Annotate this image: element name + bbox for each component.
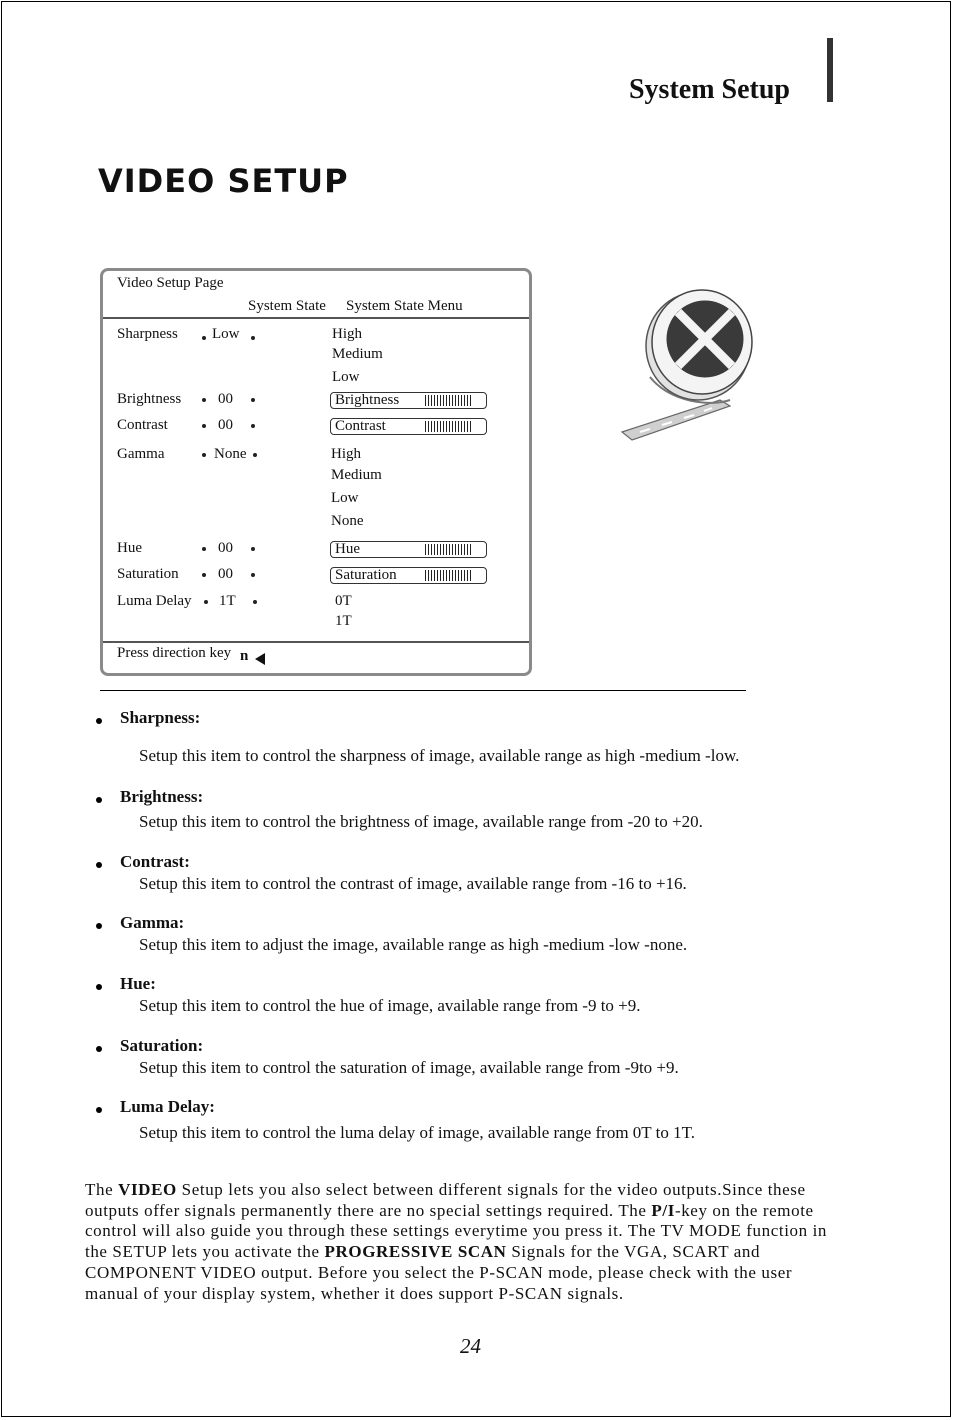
osd-row-brightness-value: 00: [218, 391, 233, 407]
osd-row-brightness-label: Brightness: [117, 391, 182, 407]
item-label: Hue:: [120, 974, 156, 993]
item-description: Setup this item to control the luma delay of image, available range from 0T to 1T.: [139, 1123, 695, 1142]
film-reel-icon: [610, 282, 760, 452]
bullet-icon: [96, 718, 102, 724]
page-number: 24: [460, 1334, 481, 1358]
osd-menu-option: 1T: [335, 613, 352, 629]
osd-arrow-right: [251, 398, 255, 402]
osd-row-contrast-value: 00: [218, 417, 233, 433]
osd-brightness-bar: [330, 392, 487, 409]
osd-row-luma-label: Luma Delay: [117, 593, 192, 609]
osd-arrow-left: [202, 573, 206, 577]
osd-menu-option: Medium: [331, 467, 382, 483]
osd-row-hue-value: 00: [218, 540, 233, 556]
main-title: VIDEO SETUP: [98, 162, 349, 200]
osd-row-contrast-label: Contrast: [117, 417, 168, 433]
osd-contrast-bar: [330, 418, 487, 435]
osd-hue-bar: [330, 541, 487, 558]
osd-arrow-right: [253, 453, 257, 457]
item-label: Brightness:: [120, 787, 204, 806]
osd-bar-label: Contrast: [335, 418, 386, 434]
body-paragraph: [85, 1180, 845, 1304]
section-divider: [100, 690, 746, 691]
osd-row-gamma-label: Gamma: [117, 446, 165, 462]
osd-bar-ticks: [425, 395, 471, 406]
osd-arrow-left: [202, 398, 206, 402]
osd-row-saturation-value: 00: [218, 566, 233, 582]
osd-page-title: Video Setup Page: [117, 275, 224, 291]
bullet-icon: [96, 862, 102, 868]
osd-footer-text: Press direction key: [117, 645, 232, 661]
osd-arrow-left: [204, 600, 208, 604]
bullet-icon: [96, 923, 102, 929]
osd-menu-option: High: [332, 326, 362, 342]
bullet-icon: [96, 1046, 102, 1052]
osd-arrow-right: [253, 600, 257, 604]
title-bar: [827, 38, 833, 102]
osd-bar-label: Brightness: [335, 392, 400, 408]
osd-arrow-right: [251, 573, 255, 577]
osd-arrow-right: [251, 336, 255, 340]
osd-footer-rule: [103, 641, 529, 643]
item-description: Setup this item to control the hue of image, available range from -9 to +9.: [139, 996, 641, 1015]
osd-row-hue-label: Hue: [117, 540, 142, 556]
osd-arrow-left: [202, 547, 206, 551]
item-label: Luma Delay:: [120, 1097, 215, 1116]
item-label: Gamma:: [120, 913, 185, 932]
item-description: Setup this item to control the sharpness of image, available range as high -medium -low.: [139, 746, 740, 765]
para-bold: P/I: [651, 1200, 675, 1220]
osd-row-luma-value: 1T: [219, 593, 236, 609]
osd-arrow-left: [202, 336, 206, 340]
osd-col-state: System State: [248, 298, 326, 314]
osd-arrow-left: [202, 453, 206, 457]
item-description: Setup this item to control the brightness of image, available range from -20 to +20.: [139, 812, 703, 831]
bullet-icon: [96, 1107, 102, 1113]
osd-arrow-left: [202, 424, 206, 428]
osd-menu-option: High: [331, 446, 361, 462]
left-arrow-icon: [255, 653, 265, 665]
para-bold: PROGRESSIVE SCAN: [324, 1242, 507, 1262]
bullet-icon: [96, 984, 102, 990]
para-text: Setup lets you also select between different signals for the video outputs.Since these outputs offer signals permanently there are no special settings required. The: [85, 1180, 806, 1220]
osd-header-rule: [103, 317, 529, 319]
osd-menu-option: Medium: [332, 346, 383, 362]
item-description: Setup this item to control the contrast of image, available range from -16 to +16.: [139, 874, 687, 893]
bullet-icon: [96, 797, 102, 803]
osd-arrow-right: [251, 547, 255, 551]
osd-bar-ticks: [425, 544, 471, 555]
osd-bar-label: Saturation: [335, 567, 397, 583]
osd-bar-ticks: [425, 421, 471, 432]
item-label: Contrast:: [120, 852, 190, 871]
osd-menu-option: Low: [332, 369, 360, 385]
osd-saturation-bar: [330, 567, 487, 584]
osd-menu-option: 0T: [335, 593, 352, 609]
para-bold: VIDEO: [118, 1180, 177, 1199]
osd-bar-ticks: [425, 570, 471, 581]
osd-menu-option: Low: [331, 490, 359, 506]
item-description: Setup this item to adjust the image, available range as high -medium -low -none.: [139, 935, 688, 954]
item-label: Sharpness:: [120, 708, 201, 727]
osd-row-saturation-label: Saturation: [117, 566, 179, 582]
osd-col-menu: System State Menu: [346, 298, 463, 314]
osd-footer-glyph: n: [240, 648, 249, 664]
item-description: Setup this item to control the saturation of image, available range from -9to +9.: [139, 1058, 679, 1077]
osd-row-sharpness-value: Low: [212, 326, 240, 342]
video-setup-osd: [100, 268, 532, 676]
para-text: -key on the remote control will also guide you through these settings everytime you press it. The TV MODE function in the SETUP lets you activate the: [85, 1200, 828, 1262]
osd-arrow-right: [251, 424, 255, 428]
para-text: The: [85, 1180, 119, 1199]
osd-menu-option: None: [331, 513, 364, 529]
osd-row-gamma-value: None: [214, 446, 247, 462]
item-label: Saturation:: [120, 1036, 204, 1055]
section-title: System Setup: [628, 74, 790, 105]
osd-bar-label: Hue: [335, 541, 360, 557]
para-text: Signals for the VGA, SCART and COMPONENT VIDEO output. Before you select the P-SCAN mode, please check with the user manual of your display system, whether it does support P-SCAN signals.: [85, 1242, 793, 1303]
osd-row-sharpness-label: Sharpness: [117, 326, 178, 342]
